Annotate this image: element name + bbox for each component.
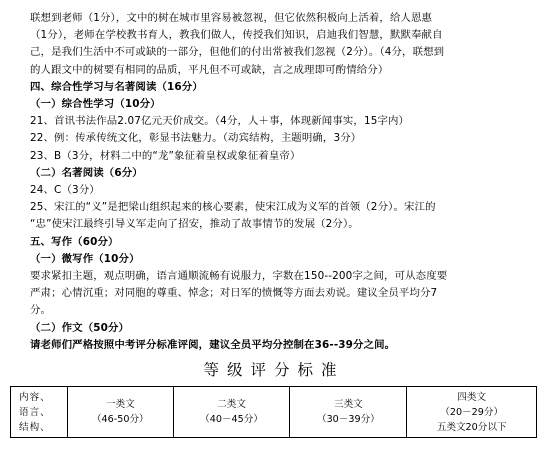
subsection-heading: （二）名著阅读（6分） bbox=[30, 166, 143, 179]
grade-cell bbox=[68, 387, 174, 438]
text-line: 的人跟文中的树要有相同的品质，平凡但不可或缺，言之成理即可酌情给分） bbox=[30, 63, 389, 76]
subsection-heading: （二）作文（50分） bbox=[30, 321, 130, 334]
text-line: 己，是我们生活中不可或缺的一部分，但他们的付出常被我们忽视（2分）。（4分，联想到 bbox=[30, 46, 445, 59]
row-header-cell bbox=[11, 387, 68, 438]
grade-name: 一类文 bbox=[105, 399, 135, 410]
grade-cell bbox=[173, 387, 290, 438]
grade-cell bbox=[290, 387, 407, 438]
grading-table bbox=[10, 386, 537, 438]
text-line: （1分），老师在学校教书育人，教我们做人，传授我们知识，启迪我们智慧，默默奉献自 bbox=[30, 29, 443, 42]
section-heading: 五、写作（60分） bbox=[30, 235, 119, 248]
text-line: 联想到老师（1分），文中的树在城市里容易被忽视，但它依然积极向上活着，给人恩惠 bbox=[30, 12, 433, 24]
text-line: “忠”使宋江最终引导义军走向了招安，推动了故事情节的发展（2分）。 bbox=[30, 218, 359, 231]
text-line: 22、例：传承传统文化，彰显书法魅力。（动宾结构，主题明确，3分） bbox=[30, 132, 362, 145]
grade-name: 二类文 bbox=[217, 399, 246, 410]
text-line: 25、宋江的“义”是把梁山组织起来的核心要素，使宋江成为义军的首领（2分）。宋江的 bbox=[30, 201, 436, 214]
row-header-line: 语言、 bbox=[19, 406, 51, 418]
subsection-heading: （一）微写作（10分） bbox=[30, 252, 140, 265]
text-line: 严肃；心情沉重；对同胞的尊重、悼念；对日军的愤慨等方面去劝说。建议全员平均分7 bbox=[30, 287, 438, 300]
text-line: 分。 bbox=[30, 304, 52, 317]
answer-text bbox=[30, 10, 536, 354]
grade-range: （20－29分） bbox=[440, 406, 504, 418]
text-line: 24、C（3分） bbox=[30, 184, 100, 197]
table-row bbox=[11, 387, 537, 438]
text-line: 要求紧扣主题，观点明确，语言通顺流畅有说服力，字数在150--200字之间，可从态度要 bbox=[30, 270, 448, 283]
grade-range: （40－45分） bbox=[200, 414, 263, 425]
grade-extra: 五类文20分以下 bbox=[436, 421, 507, 433]
table-title: 等级评分标准 bbox=[203, 361, 345, 379]
grade-name: 四类文 bbox=[457, 391, 487, 403]
grade-range: （46-50分） bbox=[91, 414, 149, 425]
grade-name: 三类文 bbox=[334, 399, 363, 410]
grade-cell bbox=[407, 387, 537, 438]
text-line: 23、B（3分，材料二中的“龙”象征着皇权或象征着皇帝） bbox=[30, 149, 301, 162]
text-line: 请老师们严格按照中考评分标准评阅，建议全员平均分控制在36--39分之间。 bbox=[30, 338, 396, 351]
text-line: 21、首讯书法作品2.07亿元天价成交。（4分，人＋事，体现新闻事实，15字内） bbox=[30, 115, 410, 128]
row-header-line: 内容、 bbox=[19, 391, 51, 403]
section-heading: 四、综合性学习与名著阅读（16分） bbox=[30, 80, 203, 93]
grade-range: （30－39分） bbox=[316, 414, 380, 425]
subsection-heading: （一）综合性学习（10分） bbox=[30, 98, 161, 111]
row-header-line: 结构、 bbox=[19, 421, 51, 433]
